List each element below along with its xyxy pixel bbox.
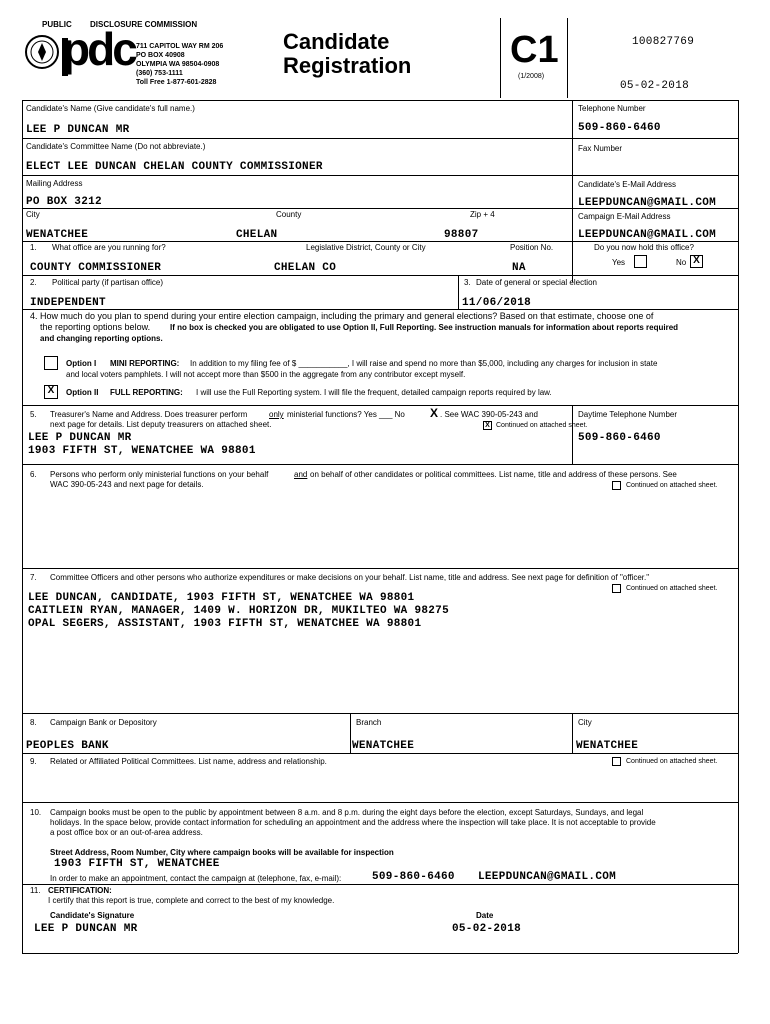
- option2-title: FULL REPORTING:: [110, 388, 183, 397]
- email-value: LEEPDUNCAN@GMAIL.COM: [578, 197, 717, 209]
- election-date-value: 11/06/2018: [462, 297, 532, 309]
- q4-num: 4.: [30, 311, 38, 321]
- q9-continued-label: Continued on attached sheet.: [626, 758, 718, 765]
- q4-text2-bold: If no box is checked you are obligated to use Option II, Full Reporting. See instruction manuals for information about reports required: [170, 323, 679, 332]
- q5-text-c: . See WAC 390-05-243 and: [440, 410, 538, 419]
- q9-label: Related or Affiliated Political Committees. List name, address and relationship.: [50, 757, 327, 766]
- q10-text3: a post office box or an out-of-area address.: [50, 828, 203, 837]
- election-date-label: Date of general or special election: [476, 278, 597, 287]
- filing-id: 100827769: [632, 36, 695, 48]
- q5-text-a: Treasurer's Name and Address. Does treasurer perform: [50, 410, 248, 419]
- position-label: Position No.: [510, 243, 554, 252]
- hold-office-label: Do you now hold this office?: [594, 243, 694, 252]
- telephone-label: Telephone Number: [578, 104, 646, 113]
- bank-value: PEOPLES BANK: [26, 740, 109, 752]
- q1-num: 1.: [30, 243, 37, 252]
- form-code: C1: [510, 29, 559, 71]
- q4-text2: the reporting options below.: [40, 322, 151, 332]
- committee-name-label: Candidate's Committee Name (Do not abbreviate.): [26, 142, 206, 151]
- option2-label: Option II: [66, 388, 99, 397]
- inspection-address-label: Street Address, Room Number, City where campaign books will be available for inspection: [50, 848, 394, 857]
- form-version: (1/2008): [518, 73, 545, 80]
- q5-text-b: ministerial functions? Yes ___ No: [287, 410, 405, 419]
- q11-num: 11.: [30, 886, 41, 895]
- bank-city-value: WENATCHEE: [576, 740, 639, 752]
- bank-label: Campaign Bank or Depository: [50, 718, 157, 727]
- position-value: NA: [512, 262, 526, 274]
- fax-label: Fax Number: [578, 144, 623, 153]
- agency-name-public: PUBLIC: [42, 20, 72, 29]
- mailing-address-label: Mailing Address: [26, 179, 83, 188]
- treasurer-address: 1903 FIFTH ST, WENATCHEE WA 98801: [28, 445, 256, 457]
- certification-text: I certify that this report is true, complete and correct to the best of my knowledge.: [48, 896, 335, 905]
- q7-continued-checkbox[interactable]: [612, 584, 621, 593]
- q4-text3-bold: and changing reporting options.: [40, 334, 163, 343]
- candidate-name-value: LEE P DUNCAN MR: [26, 124, 130, 136]
- officer-entry: LEE DUNCAN, CANDIDATE, 1903 FIFTH ST, WENATCHEE WA 98801: [28, 592, 415, 604]
- telephone-value: 509-860-6460: [578, 122, 661, 134]
- signature-value: LEE P DUNCAN MR: [34, 923, 138, 935]
- sign-date-value: 05-02-2018: [452, 923, 522, 935]
- mailing-address-value: PO BOX 3212: [26, 196, 102, 208]
- campaign-email-value: LEEPDUNCAN@GMAIL.COM: [578, 229, 717, 241]
- q5-continued-checkbox[interactable]: X: [483, 421, 492, 430]
- officer-entry: CAITLEIN RYAN, MANAGER, 1409 W. HORIZON DR, MUKILTEO WA 98275: [28, 605, 449, 617]
- q6-text2: WAC 390-05-243 and next page for details.: [50, 480, 204, 489]
- zip-label: Zip + 4: [470, 210, 495, 219]
- party-value: INDEPENDENT: [30, 297, 106, 309]
- q6-text-and: and: [294, 470, 308, 479]
- sign-date-label: Date: [476, 911, 494, 920]
- party-label: Political party (if partisan office): [52, 278, 164, 287]
- treasurer-name: LEE P DUNCAN MR: [28, 432, 132, 444]
- q9-continued-checkbox[interactable]: [612, 757, 621, 766]
- option1-text: In addition to my filing fee of $ ___________, I will raise and spend no more than $5,000, including any charges for inclusion in state: [190, 359, 658, 368]
- zip-value: 98807: [444, 229, 479, 241]
- inspection-address-value: 1903 FIFTH ST, WENATCHEE: [54, 858, 220, 870]
- q7-continued-label: Continued on attached sheet.: [626, 585, 718, 592]
- option2-checkbox[interactable]: X: [44, 385, 58, 399]
- county-value: CHELAN: [236, 229, 278, 241]
- city-label: City: [26, 210, 40, 219]
- q5-no-mark: X: [430, 406, 439, 420]
- q6-continued-checkbox[interactable]: [612, 481, 621, 490]
- form-title: Candidate Registration: [283, 29, 412, 78]
- filing-date: 05-02-2018: [620, 80, 690, 92]
- county-label: County: [276, 210, 302, 219]
- q4-text1: How much do you plan to spend during your entire election campaign, including the primary and general elections? Based on that estimate, choose one of: [40, 311, 654, 321]
- contact-label: In order to make an appointment, contact the campaign at (telephone, fax, e-mail):: [50, 874, 342, 883]
- q5-text-only: only: [269, 410, 284, 419]
- q7-text: Committee Officers and other persons who authorize expenditures or make decisions on your behalf. List name, title and address. See next page for definition of "officer.": [50, 573, 650, 582]
- signature-label: Candidate's Signature: [50, 911, 135, 920]
- q10-num: 10.: [30, 808, 42, 817]
- contact-phone: 509-860-6460: [372, 871, 455, 883]
- campaign-email-label: Campaign E-Mail Address: [578, 212, 671, 221]
- q6-text-a: Persons who perform only ministerial functions on your behalf: [50, 470, 269, 479]
- q2-num: 2.: [30, 278, 37, 287]
- office-value: COUNTY COMMISSIONER: [30, 262, 162, 274]
- option1-title: MINI REPORTING:: [110, 359, 180, 368]
- option1-label: Option I: [66, 359, 97, 368]
- officer-entry: OPAL SEGERS, ASSISTANT, 1903 FIFTH ST, WENATCHEE WA 98801: [28, 618, 422, 630]
- q6-continued-label: Continued on attached sheet.: [626, 482, 718, 489]
- q3-num: 3.: [464, 278, 471, 287]
- q1-label: What office are you running for?: [52, 243, 166, 252]
- district-label: Legislative District, County or City: [306, 243, 426, 252]
- q9-num: 9.: [30, 757, 37, 766]
- email-label: Candidate's E-Mail Address: [578, 180, 677, 189]
- pdc-logo: pdc: [22, 32, 132, 78]
- q6-num: 6.: [30, 470, 37, 479]
- q5-text2: next page for details. List deputy treasurers on attached sheet.: [50, 420, 272, 429]
- q10-text2: holidays. In the space below, provide contact information for scheduling an appointment and the address where the inspection will take place. It is not acceptable to provide: [50, 818, 656, 827]
- option1-checkbox[interactable]: [44, 356, 58, 370]
- hold-yes-label: Yes: [612, 258, 626, 267]
- hold-no-checkbox[interactable]: X: [690, 255, 703, 268]
- district-value: CHELAN CO: [274, 262, 337, 274]
- q5-num: 5.: [30, 410, 37, 419]
- branch-label: Branch: [356, 718, 382, 727]
- q10-text1: Campaign books must be open to the public by appointment between 8 a.m. and 8 p.m. during the eight days before the election, except Saturdays, Sundays, and legal: [50, 808, 644, 817]
- candidate-name-label: Candidate's Name (Give candidate's full name.): [26, 104, 195, 113]
- branch-value: WENATCHEE: [352, 740, 415, 752]
- agency-name: DISCLOSURE COMMISSION: [90, 20, 198, 29]
- agency-address: 711 CAPITOL WAY RM 206 PO BOX 40908 OLYMPIA WA 98504-0908 (360) 753-1111 Toll Free 1-877-601-2828: [136, 43, 224, 86]
- q5-continued-label: Continued on attached sheet.: [496, 422, 588, 429]
- q6-text-b: on behalf of other candidates or political committees. List name, title and address of these persons. See: [310, 470, 677, 479]
- certification-title: CERTIFICATION:: [48, 886, 112, 895]
- q7-num: 7.: [30, 573, 37, 582]
- contact-email: LEEPDUNCAN@GMAIL.COM: [478, 871, 617, 883]
- bank-city-label: City: [578, 718, 592, 727]
- hold-no-label: No: [676, 258, 687, 267]
- option2-text: I will use the Full Reporting system. I will file the frequent, detailed campaign reports required by law.: [196, 388, 552, 397]
- option1-text2: and local voters pamphlets. I will not accept more than $500 in the aggregate from any contributor except myself.: [66, 370, 466, 379]
- treasurer-phone-value: 509-860-6460: [578, 432, 661, 444]
- hold-yes-checkbox[interactable]: [634, 255, 647, 268]
- q8-num: 8.: [30, 718, 37, 727]
- treasurer-phone-label: Daytime Telephone Number: [578, 410, 678, 419]
- committee-name-value: ELECT LEE DUNCAN CHELAN COUNTY COMMISSIONER: [26, 161, 323, 173]
- city-value: WENATCHEE: [26, 229, 89, 241]
